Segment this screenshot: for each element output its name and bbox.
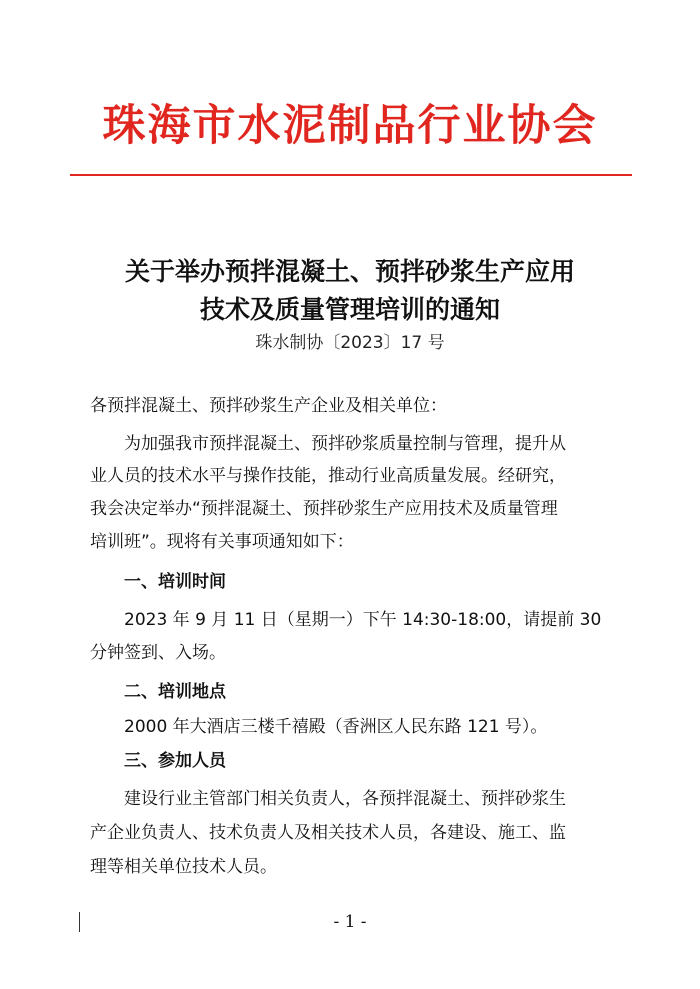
notice-title-line-1: 关于举办预拌混凝土、预拌砂浆生产应用 [124,257,575,286]
section-line: 2000 年大酒店三楼千禧殿（香洲区人民东路 121 号）。 [90,717,548,737]
intro-line: 我会决定举办“预拌混凝土、预拌砂浆生产应用技术及质量管理 [90,499,558,519]
section-heading-time: 一、培训时间 [90,572,226,592]
section-line: 理等相关单位技术人员。 [90,857,277,877]
intro-line: 为加强我市预拌混凝土、预拌砂浆质量控制与管理，提升从 [90,434,566,454]
section-line: 建设行业主管部门相关负责人，各预拌混凝土、预拌砂浆生 [90,789,566,809]
section-heading-attendees: 三、参加人员 [90,751,226,771]
intro-line: 业人员的技术水平与操作技能，推动行业高质量发展。经研究， [90,466,566,486]
document-number: 珠水制协〔2023〕17 号 [255,333,445,353]
section-line: 产企业负责人、技术负责人及相关技术人员，各建设、施工、监 [90,823,566,843]
salutation: 各预拌混凝土、预拌砂浆生产企业及相关单位： [90,396,447,416]
notice-title-line-2: 技术及质量管理培训的通知 [199,295,500,324]
intro-line: 培训班”。现将有关事项通知如下： [90,532,354,552]
page-number: - 1 - [333,912,367,932]
letterhead-divider [70,174,632,176]
section-line: 分钟签到、入场。 [90,643,226,663]
section-line: 2023 年 9 月 11 日（星期一）下午 14:30-18:00，请提前 30 [90,610,602,630]
letterhead-org-name: 珠海市水泥制品行业协会 [102,101,598,151]
section-heading-location: 二、培训地点 [90,682,226,702]
